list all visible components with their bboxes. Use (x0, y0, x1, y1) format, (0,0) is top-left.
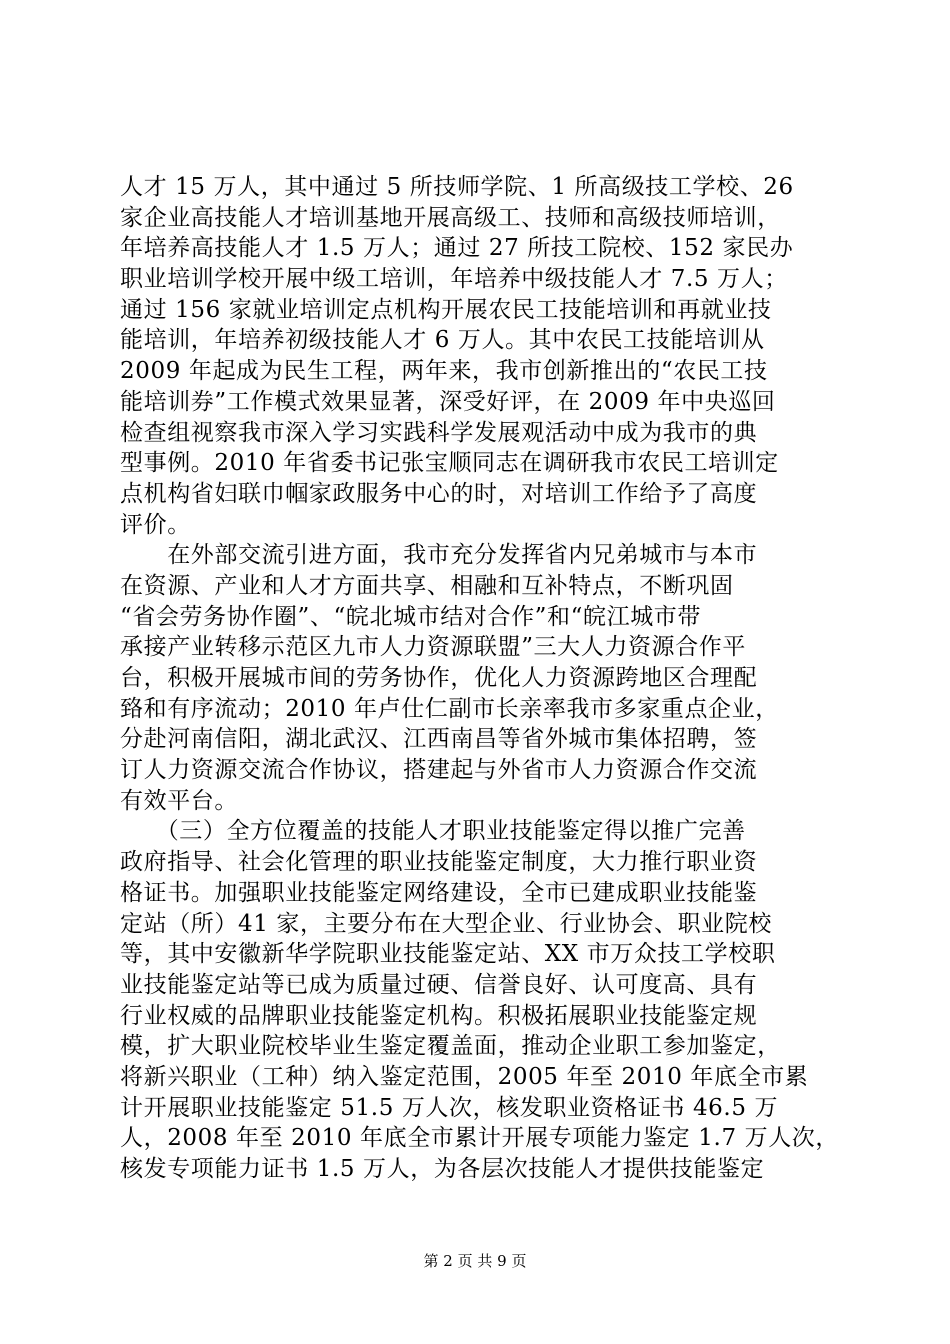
text-line: 将新兴职业（工种）纳入鉴定范围，2005 年至 2010 年底全市累 (120, 1063, 809, 1090)
text-line: 业技能鉴定站等已成为质量过硬、信誉良好、认可度高、具有 (120, 971, 758, 998)
text-line: 计开展职业技能鉴定 51.5 万人次，核发职业资格证书 46.5 万 (120, 1094, 779, 1121)
text-line: 评价。 (120, 511, 191, 538)
text-line: 年培养高技能人才 1.5 万人；通过 27 所技工院校、152 家民办 (120, 235, 794, 262)
text-line: 格证书。加强职业技能鉴定网络建设，全市已建成职业技能鉴 (120, 879, 758, 906)
text-line: “省会劳务协作圈”、“皖北城市结对合作”和“皖江城市带 (120, 603, 701, 630)
text-line: 检查组视察我市深入学习实践科学发展观活动中成为我市的典 (120, 419, 758, 446)
text-line: 订人力资源交流合作协议，搭建起与外省市人力资源合作交流 (120, 757, 758, 784)
text-line: （三）全方位覆盖的技能人才职业技能鉴定得以推广完善 (120, 818, 746, 845)
text-line: 在外部交流引进方面，我市充分发挥省内兄弟城市与本市 (120, 542, 758, 569)
document-body (120, 172, 840, 1185)
text-line: 分赴河南信阳，湖北武汉、江西南昌等省外城市集体招聘，签 (120, 726, 758, 753)
text-line: 型事例。2010 年省委书记张宝顺同志在调研我市农民工培训定 (120, 450, 779, 477)
text-line: 2009 年起成为民生工程，两年来，我市创新推出的“农民工技 (120, 358, 768, 385)
text-line: 承接产业转移示范区九市人力资源联盟”三大人力资源合作平 (120, 634, 746, 661)
text-line: 能培训券”工作模式效果显著，深受好评，在 2009 年中央巡回 (120, 388, 776, 415)
text-line: 政府指导、社会化管理的职业技能鉴定制度，大力推行职业资 (120, 849, 758, 876)
text-line: 等，其中安徽新华学院职业技能鉴定站、XX 市万众技工学校职 (120, 941, 776, 968)
text-line: 职业培训学校开展中级工培训，年培养中级技能人才 7.5 万人； (120, 266, 788, 293)
text-line: 通过 156 家就业培训定点机构开展农民工技能培训和再就业技 (120, 296, 772, 323)
text-line: 台，积极开展城市间的劳务协作，优化人力资源跨地区合理配 (120, 665, 758, 691)
text-line: 核发专项能力证书 1.5 万人，为各层次技能人才提供技能鉴定 (120, 1156, 765, 1182)
text-line: 点机构省妇联巾帼家政服务中心的时，对培训工作给予了高度 (120, 480, 758, 507)
text-line: 人才 15 万人，其中通过 5 所技师学院、1 所高级技工学校、26 (120, 174, 794, 200)
text-line: 行业权威的品牌职业技能鉴定机构。积极拓展职业技能鉴定规 (120, 1002, 758, 1029)
text-line: 人，2008 年至 2010 年底全市累计开展专项能力鉴定 1.7 万人次， (120, 1125, 839, 1152)
text-line: 在资源、产业和人才方面共享、相融和互补特点，不断巩固 (120, 572, 734, 599)
text-line: 家企业高技能人才培训基地开展高级工、技师和高级技师培训， (120, 204, 781, 231)
text-line: 模，扩大职业院校毕业生鉴定覆盖面，推动企业职工参加鉴定， (120, 1033, 781, 1060)
page-footer: 第 2 页 共 9 页 (423, 1252, 527, 1270)
text-line: 臵和有序流动；2010 年卢仕仁副市长亲率我市多家重点企业， (120, 695, 779, 722)
text-line: 能培训，年培养初级技能人才 6 万人。其中农民工技能培训从 (120, 327, 765, 354)
text-line: 有效平台。 (120, 787, 238, 814)
text-line: 定站（所）41 家，主要分布在大型企业、行业协会、职业院校 (120, 910, 772, 937)
